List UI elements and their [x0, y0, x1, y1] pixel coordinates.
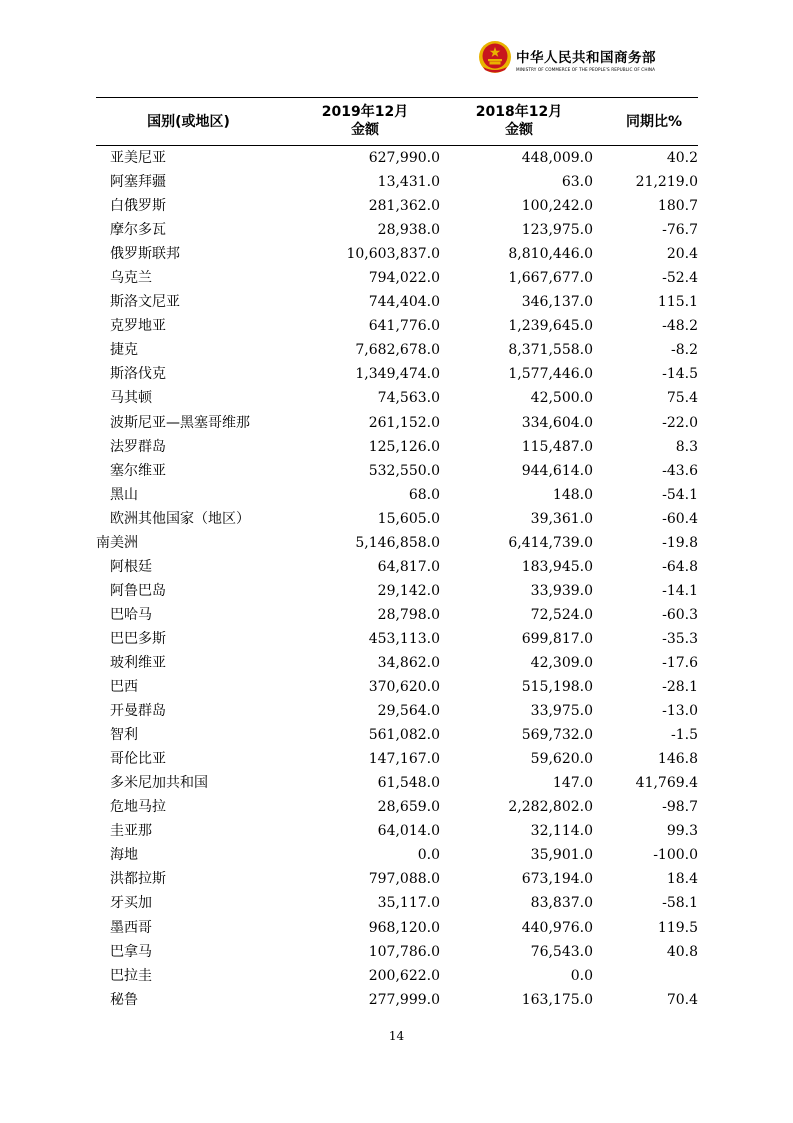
amount-2018-cell: 100,242.0 [521, 198, 593, 215]
table-row [0, 867, 793, 891]
ministry-header [478, 40, 698, 80]
amount-2019-cell: 28,798.0 [377, 606, 440, 623]
amount-2018-cell: 944,614.0 [521, 462, 593, 479]
amount-2018-cell: 334,604.0 [521, 414, 593, 431]
table-row [0, 891, 793, 915]
table-row [0, 386, 793, 410]
amount-2018-cell: 163,175.0 [521, 991, 593, 1008]
country-cell: 南美洲 [96, 534, 138, 551]
table-row [0, 314, 793, 338]
country-cell: 巴西 [110, 679, 138, 696]
amount-2019-cell: 35,117.0 [377, 895, 440, 912]
amount-2019-cell: 1,349,474.0 [355, 366, 440, 383]
amount-2018-cell: 448,009.0 [521, 150, 593, 166]
yoy-percent-cell: -58.1 [662, 895, 698, 912]
amount-2018-cell: 673,194.0 [521, 871, 593, 888]
amount-2019-cell: 64,014.0 [377, 823, 440, 840]
table-row [0, 699, 793, 723]
amount-2019-cell: 281,362.0 [368, 198, 440, 215]
amount-2018-cell: 699,817.0 [521, 630, 593, 647]
yoy-percent-cell: 20.4 [666, 246, 698, 263]
table-row [0, 170, 793, 194]
amount-2018-cell: 8,371,558.0 [508, 342, 593, 359]
amount-2019-cell: 453,113.0 [368, 630, 440, 647]
amount-2018-cell: 147.0 [552, 775, 593, 792]
table-row [0, 411, 793, 435]
yoy-percent-cell: 180.7 [657, 198, 698, 215]
amount-2019-cell: 64,817.0 [377, 558, 440, 575]
table-row [0, 507, 793, 531]
table-row [0, 266, 793, 290]
amount-2019-cell: 74,563.0 [377, 390, 440, 407]
table-row [0, 435, 793, 459]
table-row [0, 194, 793, 218]
country-cell: 摩尔多瓦 [110, 222, 166, 239]
country-cell: 阿塞拜疆 [110, 174, 166, 191]
yoy-percent-cell: 119.5 [657, 919, 698, 936]
country-cell: 俄罗斯联邦 [110, 246, 180, 263]
country-cell: 开曼群岛 [110, 703, 166, 720]
column-header-2019-amount: 金额 [351, 122, 379, 138]
country-cell: 捷克 [110, 342, 138, 359]
amount-2019-cell: 641,776.0 [368, 318, 440, 335]
yoy-percent-cell: -22.0 [662, 414, 698, 431]
country-cell: 巴拉圭 [110, 967, 152, 984]
table-row [0, 795, 793, 819]
table-row [0, 290, 793, 314]
amount-2018-cell: 440,976.0 [521, 919, 593, 936]
country-cell: 阿根廷 [110, 558, 152, 575]
country-cell: 圭亚那 [110, 823, 152, 840]
yoy-percent-cell: -52.4 [662, 270, 698, 287]
amount-2019-cell: 627,990.0 [368, 150, 440, 166]
table-row [0, 459, 793, 483]
amount-2018-cell: 35,901.0 [530, 847, 593, 864]
yoy-percent-cell: 99.3 [666, 823, 698, 840]
table-row [0, 964, 793, 988]
amount-2019-cell: 34,862.0 [377, 654, 440, 671]
amount-2019-cell: 5,146,858.0 [355, 534, 440, 551]
amount-2019-cell: 261,152.0 [368, 414, 440, 431]
amount-2019-cell: 13,431.0 [377, 174, 440, 191]
country-cell: 亚美尼亚 [110, 150, 166, 166]
table-row [0, 242, 793, 266]
ministry-name-en: MINISTRY OF COMMERCE OF THE PEOPLE'S REPUBLIC OF CHINA [516, 67, 656, 72]
table-row [0, 218, 793, 242]
table-row-region [0, 531, 793, 555]
table-row [0, 747, 793, 771]
table-row [0, 843, 793, 867]
yoy-percent-cell: 146.8 [657, 751, 698, 768]
amount-2019-cell: 797,088.0 [368, 871, 440, 888]
column-header-2018 [444, 103, 594, 139]
amount-2019-cell: 28,938.0 [377, 222, 440, 239]
country-cell: 克罗地亚 [110, 318, 166, 335]
yoy-percent-cell: -35.3 [662, 630, 698, 647]
country-cell: 海地 [110, 847, 138, 864]
amount-2018-cell: 115,487.0 [521, 438, 593, 455]
amount-2019-cell: 29,142.0 [377, 582, 440, 599]
amount-2018-cell: 123,975.0 [521, 222, 593, 239]
yoy-percent-cell: -54.1 [662, 486, 698, 503]
column-header-2019 [290, 103, 440, 139]
column-header-2018-amount: 金额 [505, 122, 533, 138]
country-cell: 阿鲁巴岛 [110, 582, 166, 599]
amount-2018-cell: 72,524.0 [530, 606, 593, 623]
country-cell: 马其顿 [110, 390, 152, 407]
table-row [0, 362, 793, 386]
country-cell: 巴拿马 [110, 943, 152, 960]
country-cell: 智利 [110, 727, 138, 744]
amount-2018-cell: 1,667,677.0 [508, 270, 593, 287]
amount-2018-cell: 42,309.0 [530, 654, 593, 671]
country-cell: 墨西哥 [110, 919, 152, 936]
amount-2018-cell: 63.0 [561, 174, 593, 191]
column-header-yoy-percent: 同期比% [625, 114, 683, 130]
amount-2018-cell: 33,975.0 [530, 703, 593, 720]
yoy-percent-cell: -48.2 [662, 318, 698, 335]
yoy-percent-cell: -98.7 [662, 799, 698, 816]
yoy-percent-cell: -19.8 [662, 534, 698, 551]
yoy-percent-cell: -60.4 [662, 510, 698, 527]
country-cell: 白俄罗斯 [110, 198, 166, 215]
country-cell: 玻利维亚 [110, 654, 166, 671]
yoy-percent-cell: -43.6 [662, 462, 698, 479]
table-body [0, 146, 793, 1012]
table-row [0, 723, 793, 747]
table-row [0, 988, 793, 1012]
yoy-percent-cell: 40.2 [666, 150, 698, 166]
amount-2018-cell: 569,732.0 [521, 727, 593, 744]
amount-2018-cell: 83,837.0 [530, 895, 593, 912]
amount-2018-cell: 1,577,446.0 [508, 366, 593, 383]
amount-2019-cell: 744,404.0 [368, 294, 440, 311]
table-row [0, 916, 793, 940]
table-row [0, 627, 793, 651]
country-cell: 巴哈马 [110, 606, 152, 623]
amount-2018-cell: 2,282,802.0 [508, 799, 593, 816]
country-cell: 黑山 [110, 486, 138, 503]
page-number: 14 [388, 1029, 405, 1043]
amount-2018-cell: 76,543.0 [530, 943, 593, 960]
column-header-2019-period: 2019年12月 [321, 104, 409, 120]
country-cell: 乌克兰 [110, 270, 152, 287]
amount-2019-cell: 107,786.0 [368, 943, 440, 960]
column-header-country: 国别(或地区) [147, 114, 230, 130]
table-row [0, 338, 793, 362]
country-cell: 哥伦比亚 [110, 751, 166, 768]
ministry-name-cn: 中华人民共和国商务部 [516, 50, 656, 66]
amount-2018-cell: 346,137.0 [521, 294, 593, 311]
amount-2018-cell: 183,945.0 [521, 558, 593, 575]
amount-2019-cell: 125,126.0 [368, 438, 440, 455]
column-header-2018-period: 2018年12月 [475, 104, 563, 120]
amount-2019-cell: 29,564.0 [377, 703, 440, 720]
country-cell: 秘鲁 [110, 991, 138, 1008]
amount-2018-cell: 515,198.0 [521, 679, 593, 696]
amount-2018-cell: 39,361.0 [530, 510, 593, 527]
yoy-percent-cell: -17.6 [662, 654, 698, 671]
table-row [0, 603, 793, 627]
yoy-percent-cell: -13.0 [662, 703, 698, 720]
yoy-percent-cell: -8.2 [671, 342, 698, 359]
yoy-percent-cell: 70.4 [666, 991, 698, 1008]
yoy-percent-cell: -64.8 [662, 558, 698, 575]
country-cell: 斯洛文尼亚 [110, 294, 180, 311]
country-cell: 法罗群岛 [110, 438, 166, 455]
yoy-percent-cell: 75.4 [666, 390, 698, 407]
yoy-percent-cell: -76.7 [662, 222, 698, 239]
country-cell: 危地马拉 [110, 799, 166, 816]
table-row [0, 940, 793, 964]
country-cell: 多米尼加共和国 [110, 775, 208, 792]
table-top-rule [96, 97, 698, 98]
yoy-percent-cell: 115.1 [657, 294, 698, 311]
amount-2019-cell: 68.0 [408, 486, 440, 503]
table-row [0, 651, 793, 675]
amount-2018-cell: 148.0 [552, 486, 593, 503]
country-cell: 欧洲其他国家（地区） [110, 510, 250, 527]
country-cell: 巴巴多斯 [110, 630, 166, 647]
table-row [0, 483, 793, 507]
table-row [0, 819, 793, 843]
yoy-percent-cell: -1.5 [671, 727, 698, 744]
yoy-percent-cell: 18.4 [666, 871, 698, 888]
amount-2018-cell: 59,620.0 [530, 751, 593, 768]
country-cell: 洪都拉斯 [110, 871, 166, 888]
country-cell: 斯洛伐克 [110, 366, 166, 383]
amount-2018-cell: 33,939.0 [530, 582, 593, 599]
amount-2019-cell: 532,550.0 [368, 462, 440, 479]
amount-2019-cell: 794,022.0 [368, 270, 440, 287]
amount-2019-cell: 277,999.0 [368, 991, 440, 1008]
yoy-percent-cell: 21,219.0 [635, 174, 698, 191]
table-row [0, 675, 793, 699]
yoy-percent-cell: -14.5 [662, 366, 698, 383]
amount-2019-cell: 200,622.0 [368, 967, 440, 984]
table-row [0, 579, 793, 603]
amount-2018-cell: 6,414,739.0 [508, 534, 593, 551]
amount-2019-cell: 561,082.0 [368, 727, 440, 744]
table-row [0, 555, 793, 579]
amount-2019-cell: 0.0 [417, 847, 440, 864]
amount-2019-cell: 370,620.0 [368, 679, 440, 696]
country-cell: 波斯尼亚—黑塞哥维那 [110, 414, 250, 431]
amount-2018-cell: 42,500.0 [530, 390, 593, 407]
amount-2018-cell: 1,239,645.0 [508, 318, 593, 335]
amount-2018-cell: 32,114.0 [530, 823, 593, 840]
table-row [0, 146, 793, 170]
yoy-percent-cell: -14.1 [662, 582, 698, 599]
national-emblem-icon [478, 40, 512, 74]
amount-2019-cell: 968,120.0 [368, 919, 440, 936]
amount-2019-cell: 10,603,837.0 [346, 246, 440, 263]
yoy-percent-cell: -100.0 [653, 847, 698, 864]
amount-2019-cell: 61,548.0 [377, 775, 440, 792]
amount-2018-cell: 0.0 [570, 967, 593, 984]
yoy-percent-cell: -28.1 [662, 679, 698, 696]
yoy-percent-cell: 40.8 [666, 943, 698, 960]
yoy-percent-cell: -60.3 [662, 606, 698, 623]
yoy-percent-cell: 41,769.4 [635, 775, 698, 792]
yoy-percent-cell: 8.3 [675, 438, 698, 455]
amount-2018-cell: 8,810,446.0 [508, 246, 593, 263]
amount-2019-cell: 28,659.0 [377, 799, 440, 816]
country-cell: 塞尔维亚 [110, 462, 166, 479]
amount-2019-cell: 15,605.0 [377, 510, 440, 527]
table-row [0, 771, 793, 795]
country-cell: 牙买加 [110, 895, 152, 912]
amount-2019-cell: 7,682,678.0 [355, 342, 440, 359]
amount-2019-cell: 147,167.0 [368, 751, 440, 768]
